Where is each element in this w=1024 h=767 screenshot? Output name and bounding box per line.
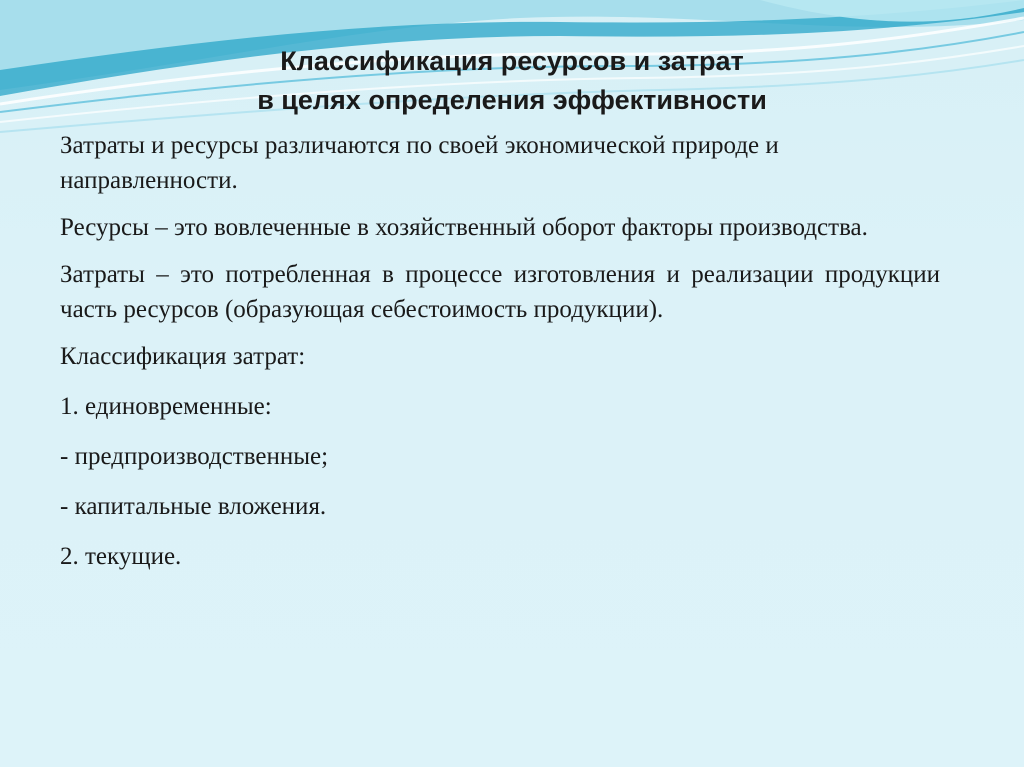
slide-title <box>0 42 1024 120</box>
list-item-capital-investment: - капитальные вложения. <box>60 493 327 520</box>
classification-heading: Классификация затрат: <box>60 343 306 370</box>
list-item-current: 2. текущие. <box>60 543 182 570</box>
slide-body <box>60 128 940 589</box>
list-item-preproduction: - предпроизводственные; <box>60 443 329 470</box>
title-line-2: в целях определения эффективности <box>257 85 767 115</box>
paragraph-resources-definition: Ресурсы – это вовлеченные в хозяйственный оборот факторы производства. <box>60 214 868 241</box>
list-item-one-time: 1. единовременные: <box>60 393 272 420</box>
paragraph-costs-definition: Затраты – это потребленная в процессе изготовления и реализации продукции часть ресурсов (образующая себестоимость продукции). <box>60 261 940 323</box>
paragraph-intro: Затраты и ресурсы различаются по своей экономической природе и направленности. <box>60 132 779 194</box>
title-line-1: Классификация ресурсов и затрат <box>280 46 744 76</box>
